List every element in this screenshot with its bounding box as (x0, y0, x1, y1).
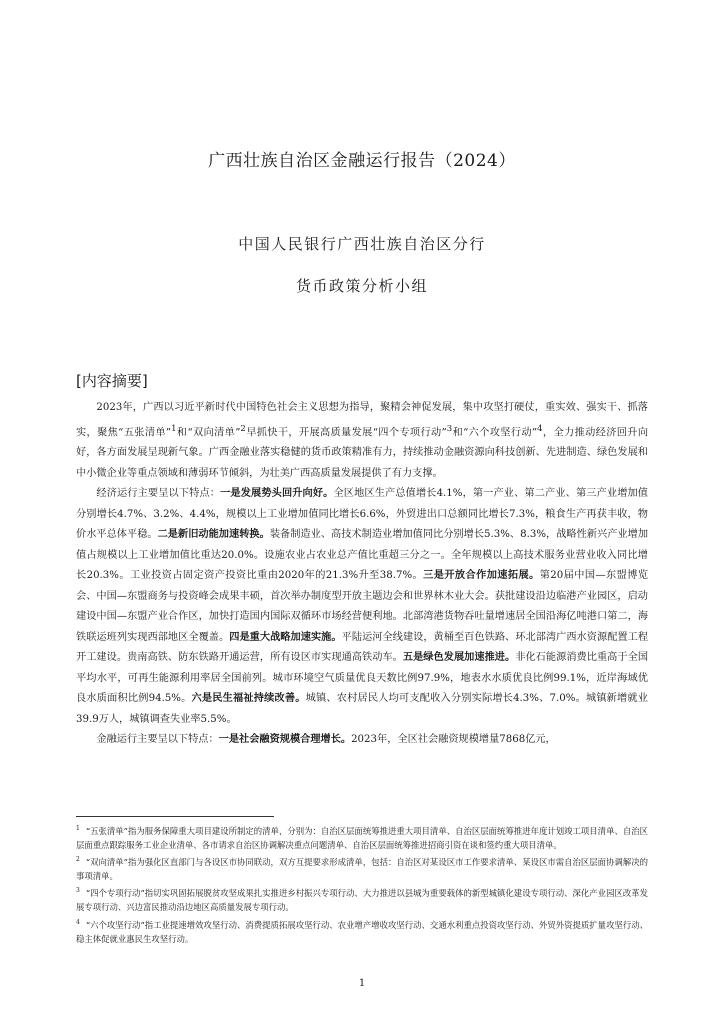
paragraph-text: 装备制造业、高技术制造业增加值同比分别增长5.3%、8.3%，战略性新兴产业增加值占规模以上工业增加值比重达20.0%。设施农业占农业总产值比重超三分之一。全年规模以上高技术服务业营业收入同比增长20.3%。工业投资占固定资产投资比重由2020年的21.3%升至38.7%。 (76, 529, 649, 582)
footnotes (76, 822, 648, 947)
footnote-item (76, 822, 648, 852)
highlight-point: 六是民生福祉持续改善。 (191, 693, 306, 705)
page-number: 1 (358, 978, 366, 989)
paragraph-text: 城镇、农村居民人均可支配收入分别实际增长4.3%、7.0%。城镇新增就业39.9万人，城镇调查失业率5.5%。 (76, 693, 648, 725)
paragraph-text: ，全力推动经济回升向好，各方面发展呈现新气象。广西金融业落实稳健的货币政策精准有力，持续推动金融资源向科技创新、先进制造、绿色发展和中小微企业等重点领域和薄弱环节倾斜，为壮美广西高质量发展提供了有力支撑。 (76, 426, 649, 479)
paragraph-text: 2023年，全区社会融资规模增量7868亿元， (351, 734, 556, 746)
report-title: 广西壮族自治区金融运行报告（2024） (208, 151, 516, 171)
footnote-ref: 4 (537, 423, 543, 434)
paragraph-text: 经济运行主要呈以下特点： (96, 488, 221, 500)
abstract-heading: [内容摘要] (76, 372, 148, 390)
footnote-divider (76, 816, 274, 817)
highlight-point: 三是开放合作加速拓展。 (423, 570, 540, 582)
footnote-number: 1 (76, 825, 80, 832)
paragraph-text: 2023年，广西以习近平新时代中国特色社会主义思想为指导，聚精会神促发展，集中攻坚打硬仗，重实效、强实干、抓落实，聚焦“五张清单” (76, 402, 648, 438)
paragraph-text: 第20届中国—东盟博览会、中国—东盟商务与投资峰会成果丰硕，首次举办制度型开放主题边会和世界林木业大会。获批建设沿边临港产业园区，启动建设中国—东盟产业合作区，加快打造国内国际双循环市场经营便利地。北部湾港货物吞吐量增速居全国沿海亿吨港口第二，海铁联运班列实现西部地区全覆盖。 (76, 570, 649, 643)
paragraph-text: 平陆运河全线建设，黄桶至百色铁路、环北部湾广西水资源配置工程开工建设。贵南高铁、防东铁路开通运营，所有设区市实现通高铁动车。 (76, 631, 649, 664)
footnote-number: 2 (76, 856, 80, 864)
footnote-text: “六个攻坚行动”指工业提速增效攻坚行动、消费提质拓展攻坚行动、农业增产增收攻坚行动、交通水利重点投资攻坚行动、外贸外资提质扩量攻坚行动、稳主体促就业惠民生攻坚行动。 (76, 919, 648, 944)
highlight-point: 二是新旧动能加速转换。 (157, 529, 270, 541)
footnote-number: 4 (76, 918, 80, 926)
footnote-item (76, 916, 648, 946)
abstract-body (76, 398, 648, 751)
paragraph-text: 早抓快干，开展高质量发展“四个专项行动” (245, 426, 447, 438)
footnote-item (76, 853, 648, 883)
issuing-organization: 中国人民银行广西壮族自治区分行 (238, 235, 486, 253)
footnote-ref: 2 (240, 423, 246, 434)
paragraph-text: 金融运行主要呈以下特点： (96, 734, 219, 746)
footnote-item (76, 884, 648, 914)
paragraph-text: 全区地区生产总值增长4.1%，第一产业、第二产业、第三产业增加值分别增长4.7%、3.2%、4.4%，规模以上工业增加值同比增长6.6%，外贸进出口总额同比增长7.3%，粮食生产再获丰收，物价水平总体平稳。 (76, 488, 648, 541)
paragraph-text: 和“六个攻坚行动” (452, 426, 538, 438)
author-group: 货币政策分析小组 (295, 277, 428, 295)
footnote-ref: 1 (171, 423, 177, 434)
highlight-point: 一是社会融资规模合理增长。 (218, 734, 352, 746)
highlight-point: 五是绿色发展加速推进。 (402, 652, 516, 664)
highlight-point: 一是发展势头回升向好。 (220, 488, 334, 500)
paragraph-finance (76, 730, 648, 751)
footnote-number: 3 (76, 887, 80, 895)
footnote-text: “双向清单”指为强化区直部门与各设区市协同联动，双方互提要求形成清单，包括：自治区对某设区市工作要求清单、某设区市需自治区层面协调解决的事项清单。 (76, 857, 648, 882)
paragraph-text: 和“双向清单” (176, 426, 241, 438)
footnote-text: “五张清单”指为服务保障重大项目建设所制定的清单，分别为：自治区层面统筹推进重大项目清单、自治区层面统筹推进年度计划竣工项目清单、自治区层面重点跟踪服务工业企业清单、各市请求自治区协调解决重点问题清单、自治区层面统筹推进招商引资在谈和签约重大项目清单。 (76, 825, 648, 850)
footnote-text: “四个专项行动”指切实巩固拓展脱贫攻坚成果扎实推进乡村振兴专项行动、大力推进以县城为重要载体的新型城镇化建设专项行动、深化产业园区改革发展专项行动、兴边富民推动沿边地区高质量发展专项行动。 (76, 888, 648, 913)
footnote-ref: 3 (446, 423, 453, 434)
paragraph-text: 非化石能源消费比重高于全国平均水平，可再生能源利用率居全国前列。城市环境空气质量优良天数比例97.9%，地表水水质优良比例99.1%，近岸海域优良水质面积比例94.5%。 (76, 652, 649, 705)
paragraph-overview (76, 398, 648, 484)
paragraph-economy (76, 484, 648, 730)
highlight-point: 四是重大战略加速实施。 (229, 631, 342, 643)
